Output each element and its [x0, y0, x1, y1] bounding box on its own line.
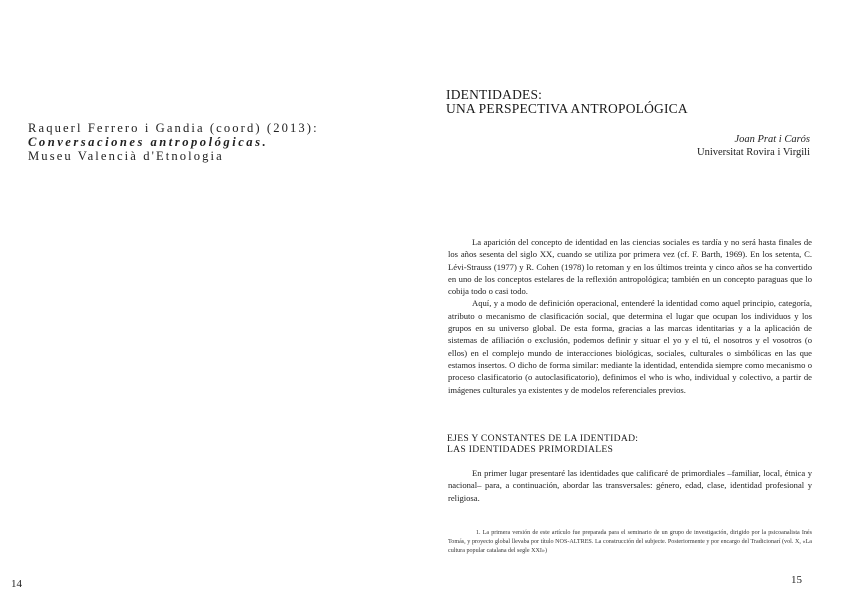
citation [28, 121, 319, 163]
intro-text [448, 236, 812, 396]
title-line-1: IDENTIDADES: [446, 87, 543, 102]
page-number-left: 14 [11, 578, 22, 590]
article-title [446, 88, 688, 116]
citation-line-2: Conversaciones antropológicas. [28, 135, 269, 149]
author-block [697, 133, 810, 159]
footnote-text: 1. La primera versión de este artículo fue preparada para el seminario de un grupo de investigación, dirigido por la psicoanalista Inés Tomás, y proyecto global llevaba por título NOS-ALTRES. La construcción del subjecte. Posteriormente y por encargo del Tradicionarí (vol. X, «La cultura popular catalana del segle XXI») [448, 530, 812, 554]
page-number-right: 15 [791, 574, 802, 586]
author-affiliation: Universitat Rovira i Virgili [696, 147, 810, 158]
section-heading [447, 433, 638, 455]
paragraph-1: La aparición del concepto de identidad en las ciencias sociales es tardía y no será hasta finales de los años sesenta del siglo XX, cuando se utiliza por primera vez (cf. F. Barth, 1969). En los setenta, C. Lévi-Strauss (1977) y R. Cohen (1978) lo retoman y en los últimos treinta y cinco años se ha convertido en uno de los conceptos estelares de la reflexión antropológica; también en un concepto paraguas que lo cobija todo o casi todo. [448, 237, 812, 297]
section-paragraph: En primer lugar presentaré las identidades que calificaré de primordiales –familiar, local, étnica y nacional– para, a continuación, abordar las transversales: género, edad, clase, identidad profesional y religiosa. [448, 468, 812, 503]
title-line-2: UNA PERSPECTIVA ANTROPOLÓGICA [446, 101, 688, 116]
right-page [424, 0, 848, 598]
section-heading-line-1: EJES Y CONSTANTES DE LA IDENTIDAD: [447, 433, 639, 444]
paragraph-2: Aquí, y a modo de definición operacional, entenderé la identidad como aquel principio, categoría, atributo o mecanismo de clasificación social, que determina el lugar que ocupan los individuos y los grupos en su universo global. De esta forma, gracias a las marcas identitarias y a la aplicación de sistemas de afiliación o exclusión, podemos definir y situar el yo y el tú, el nosotros y el vosotros (o ellos) en el complejo mundo de interacciones biológicas, sociales, culturales o simbólicas en las que estamos insertos. O dicho de forma similar: mediante la identidad, entendida siempre como mecanismo o proceso clasificatorio (o autoclasificatorio), definimos el who is who, individual y colectivo, a partir de imágenes culturales ya existentes y de modelos referenciales previos. [448, 298, 812, 395]
section-text [448, 467, 812, 504]
citation-line-3: Museu Valencià d'Etnologia [28, 149, 224, 163]
footnote [448, 529, 812, 556]
section-heading-line-2: LAS IDENTIDADES PRIMORDIALES [447, 444, 614, 455]
author-name: Joan Prat i Carós [734, 134, 810, 145]
citation-line-1: Raquerl Ferrero i Gandia (coord) (2013): [28, 121, 319, 135]
